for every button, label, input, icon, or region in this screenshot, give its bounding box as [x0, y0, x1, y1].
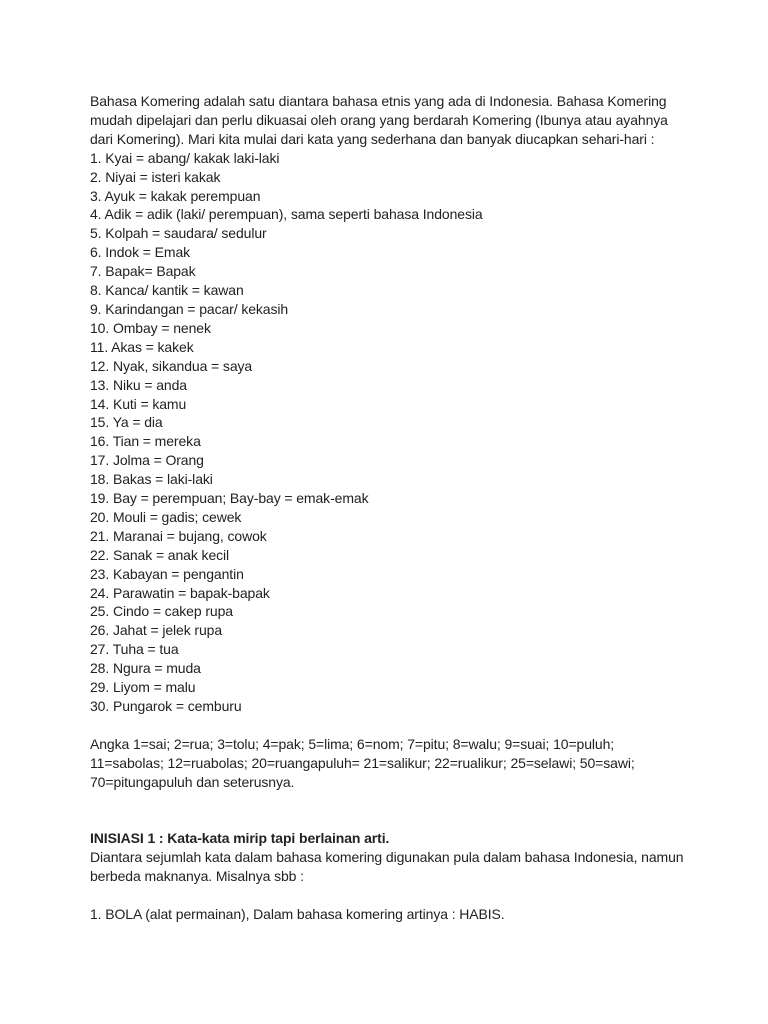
vocab-item: 4. Adik = adik (laki/ perempuan), sama seperti bahasa Indonesia — [90, 206, 483, 223]
vocab-item: 5. Kolpah = saudara/ sedulur — [90, 225, 267, 242]
vocab-item: 27. Tuha = tua — [90, 641, 179, 658]
vocab-item: 15. Ya = dia — [90, 414, 163, 431]
vocab-item: 6. Indok = Emak — [90, 244, 191, 261]
vocab-item: 3. Ayuk = kakak perempuan — [90, 187, 261, 204]
spacer — [90, 792, 690, 811]
vocab-item: 28. Ngura = muda — [90, 660, 201, 677]
vocab-item: 18. Bakas = laki-laki — [90, 471, 213, 488]
vocab-item: 16. Tian = mereka — [90, 433, 201, 450]
vocab-item: 1. Kyai = abang/ kakak laki-laki — [90, 149, 280, 166]
vocab-item: 21. Maranai = bujang, cowok — [90, 527, 267, 544]
vocab-item: 14. Kuti = kamu — [90, 395, 187, 412]
vocab-item: 13. Niku = anda — [90, 376, 187, 393]
vocab-item: 7. Bapak= Bapak — [90, 263, 196, 280]
vocab-item: 20. Mouli = gadis; cewek — [90, 508, 242, 525]
section-heading: INISIASI 1 : Kata-kata mirip tapi berlainan arti. — [90, 830, 390, 847]
vocab-item: 8. Kanca/ kantik = kawan — [90, 282, 244, 299]
section-body: Diantara sejumlah kata dalam bahasa komering digunakan pula dalam bahasa Indonesia, namun berbeda maknanya. Misalnya sbb : — [90, 849, 684, 885]
vocab-item: 19. Bay = perempuan; Bay-bay = emak-emak — [90, 490, 369, 507]
vocab-item: 29. Liyom = malu — [90, 679, 196, 696]
vocab-item: 25. Cindo = cakep rupa — [90, 603, 233, 620]
vocab-item: 26. Jahat = jelek rupa — [90, 622, 223, 639]
spacer — [90, 810, 690, 829]
vocabulary-list — [90, 149, 690, 716]
spacer — [90, 716, 690, 735]
vocab-item: 12. Nyak, sikandua = saya — [90, 357, 253, 374]
vocab-item: 9. Karindangan = pacar/ kekasih — [90, 300, 289, 317]
vocab-item: 23. Kabayan = pengantin — [90, 565, 244, 582]
vocab-item: 2. Niyai = isteri kakak — [90, 168, 221, 185]
vocab-item: 11. Akas = kakek — [90, 338, 194, 355]
numbers-paragraph: Angka 1=sai; 2=rua; 3=tolu; 4=pak; 5=lima; 6=nom; 7=pitu; 8=walu; 9=suai; 10=puluh; 11=sabolas; 12=ruabolas; 20=ruangapuluh= 21=salikur; 22=rualikur; 25=selawi; 50=sawi; 70=pitungapuluh dan seterusnya. — [90, 735, 635, 790]
vocab-item: 24. Parawatin = bapak-bapak — [90, 584, 270, 601]
section-item: 1. BOLA (alat permainan), Dalam bahasa komering artinya : HABIS. — [90, 905, 505, 922]
vocab-item: 10. Ombay = nenek — [90, 319, 211, 336]
document-page — [90, 92, 690, 924]
spacer — [90, 886, 690, 905]
vocab-item: 30. Pungarok = cemburu — [90, 698, 242, 714]
vocab-item: 17. Jolma = Orang — [90, 452, 204, 469]
intro-paragraph: Bahasa Komering adalah satu diantara bahasa etnis yang ada di Indonesia. Bahasa Komering mudah dipelajari dan perlu dikuasai oleh orang yang berdarah Komering (Ibunya atau ayahnya dari Komering). Mari kita mulai dari kata yang sederhana dan banyak diucapkan sehari-hari : — [90, 93, 668, 147]
vocab-item: 22. Sanak = anak kecil — [90, 546, 230, 563]
